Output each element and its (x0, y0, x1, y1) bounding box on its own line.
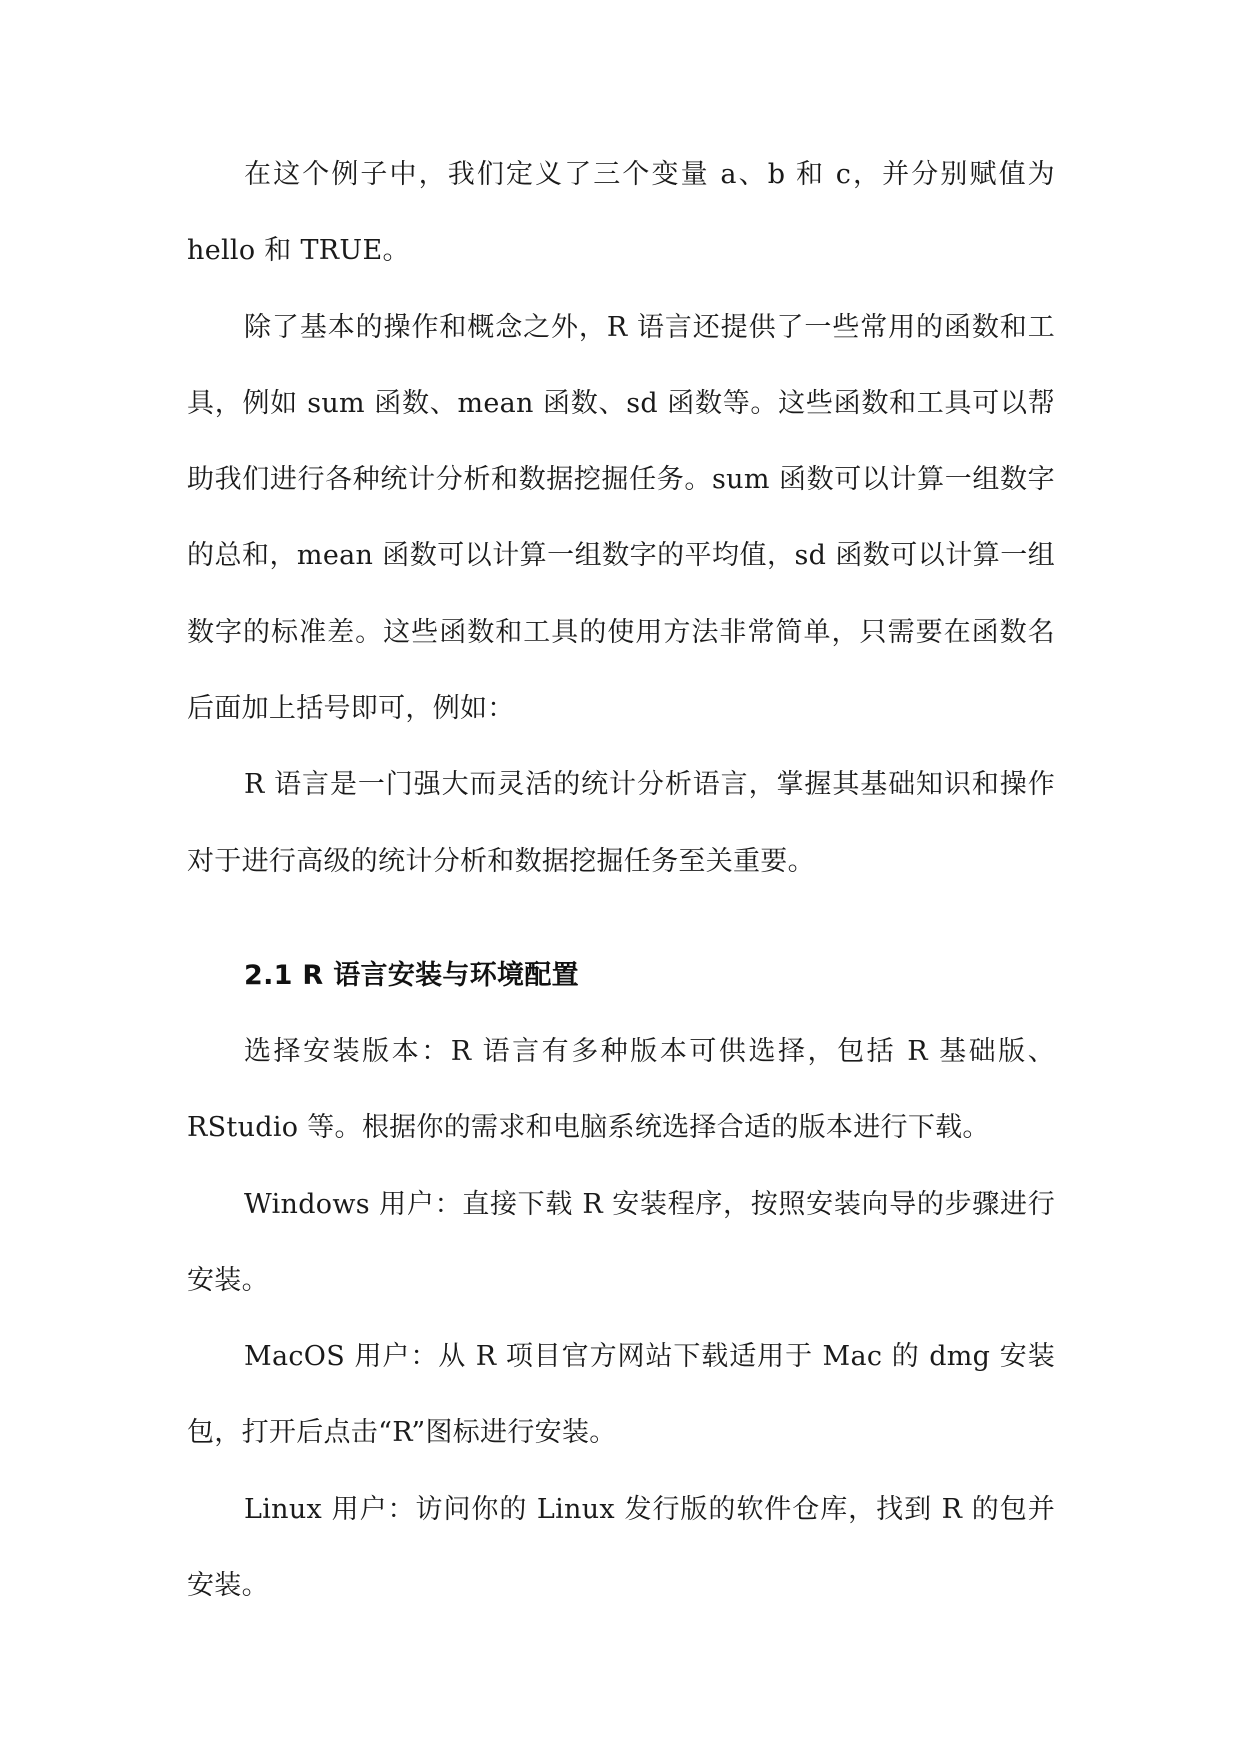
paragraph-r-summary: R 语言是一门强大而灵活的统计分析语言，掌握其基础知识和操作对于进行高级的统计分析和数据挖掘任务至关重要。 (187, 769, 1055, 877)
paragraph-common-functions: 除了基本的操作和概念之外，R 语言还提供了一些常用的函数和工具，例如 sum 函数、mean 函数、sd 函数等。这些函数和工具可以帮助我们进行各种统计分析和数据挖掘任务。sum 函数可以计算一组数字的总和，mean 函数可以计算一组数字的平均值，sd 函数可以计算一组数字的标准差。这些函数和工具的使用方法非常简单，只需要在函数名后面加上括号即可，例如： (187, 311, 1055, 725)
section-heading: 2.1 R 语言安装与环境配置 (244, 959, 579, 991)
paragraph-windows-users: Windows 用户：直接下载 R 安装程序，按照安装向导的步骤进行安装。 (187, 1188, 1055, 1296)
paragraph-variables-example: 在这个例子中，我们定义了三个变量 a、b 和 c，并分别赋值为 hello 和 TRUE。 (187, 159, 1055, 267)
paragraph-macos-users: MacOS 用户：从 R 项目官方网站下载适用于 Mac 的 dmg 安装包，打开后点击“R”图标进行安装。 (187, 1341, 1055, 1449)
document-body (187, 137, 1055, 1624)
paragraph-choose-version: 选择安装版本：R 语言有多种版本可供选择，包括 R 基础版、RStudio 等。根据你的需求和电脑系统选择合适的版本进行下载。 (187, 1035, 1055, 1144)
paragraph-linux-users: Linux 用户：访问你的 Linux 发行版的软件仓库，找到 R 的包并安装。 (187, 1493, 1055, 1602)
